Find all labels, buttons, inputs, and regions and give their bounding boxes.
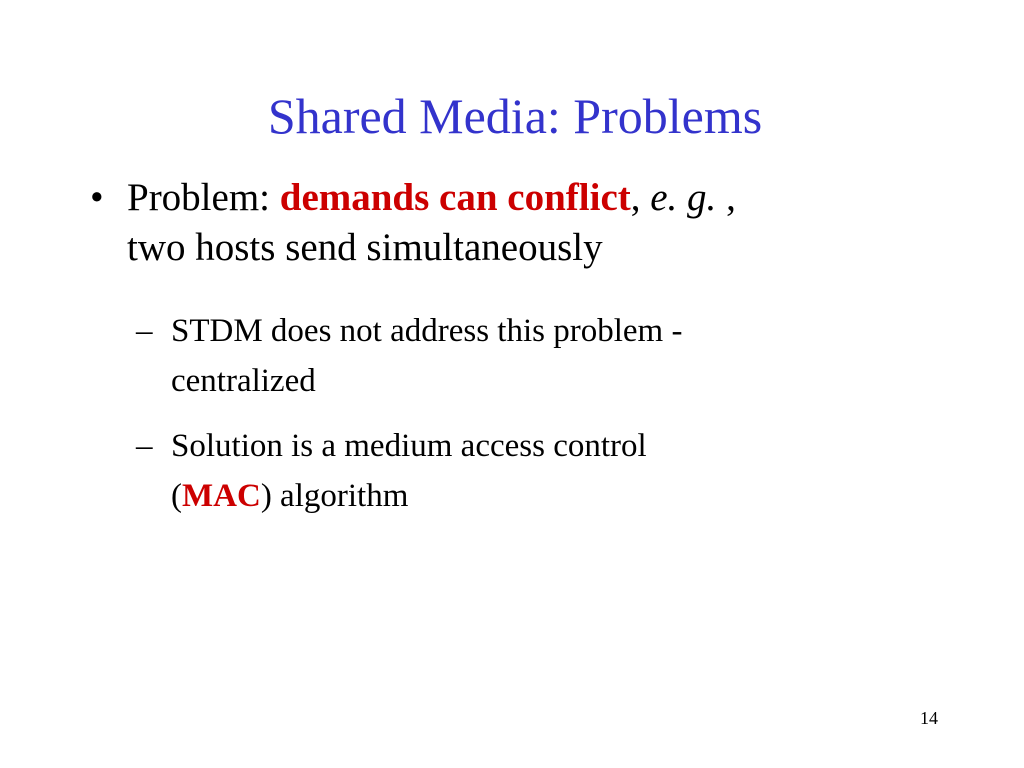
eg-abbreviation: e. g.	[650, 176, 717, 219]
bullet-line-2	[90, 223, 970, 273]
paren-open: (	[171, 478, 182, 514]
dash-icon: –	[136, 313, 153, 349]
bullet-dot-icon: •	[90, 176, 104, 219]
sub-item-solution	[136, 421, 896, 521]
sub-item-stdm	[136, 306, 896, 406]
main-bullet	[90, 173, 970, 273]
page-number: 14	[920, 708, 938, 728]
sub-item-solution-line-1: Solution is a medium access control	[171, 428, 647, 464]
highlight-demands-can-conflict: demands can conflict	[279, 176, 631, 219]
bullet-prefix: Problem:	[127, 176, 280, 219]
slide-title: Shared Media: Problems	[267, 88, 763, 144]
highlight-mac: MAC	[182, 478, 261, 514]
dash-icon: –	[136, 428, 153, 464]
bullet-after-eg: ,	[716, 176, 736, 219]
sub-item-stdm-line-2: centralized	[171, 363, 316, 399]
sub-bullet-list	[136, 306, 896, 536]
sub-item-solution-line-2	[171, 471, 896, 521]
sub-item-stdm-line-1: STDM does not address this problem -	[171, 313, 683, 349]
sub-item-solution-rest: ) algorithm	[260, 478, 409, 514]
bullet-separator: ,	[630, 176, 651, 219]
bullet-continuation: two hosts send simultaneously	[127, 226, 603, 269]
bullet-line-1	[90, 173, 970, 223]
